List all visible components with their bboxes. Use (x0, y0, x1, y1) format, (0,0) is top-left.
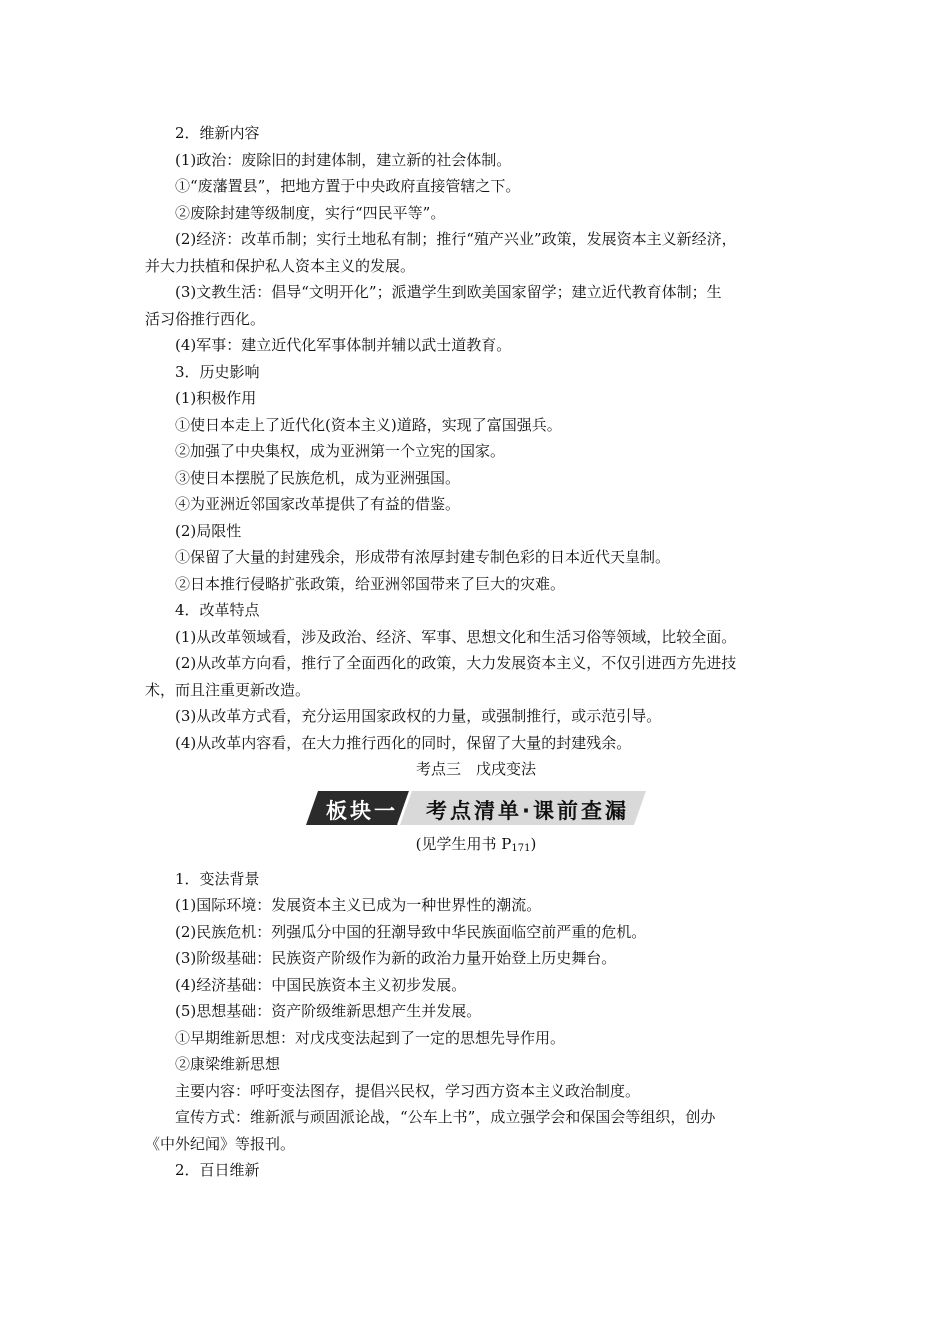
paragraph: ③使日本摆脱了民族危机，成为亚洲强国。 (175, 468, 461, 487)
paragraph-continuation: 《中外纪闻》等报刊。 (145, 1134, 296, 1153)
heading-reform-content: 2．维新内容 (175, 124, 260, 142)
paragraph: (4)从改革内容看，在大力推行西化的同时，保留了大量的封建残余。 (175, 733, 632, 752)
paragraph: ①保留了大量的封建残余，形成带有浓厚封建专制色彩的日本近代天皇制。 (175, 548, 671, 566)
paragraph: ④为亚洲近邻国家改革提供了有益的借鉴。 (175, 495, 461, 513)
paragraph: ①使日本走上了近代化(资本主义)道路，实现了富国强兵。 (175, 415, 562, 434)
banner-label-right: 考点清单·课前查漏 (426, 798, 629, 823)
paragraph-continuation: 术，而且注重更新改造。 (145, 680, 311, 699)
textbook-reference (145, 831, 807, 862)
heading-reform-features: 4．改革特点 (175, 601, 260, 619)
paragraph: ②日本推行侵略扩张政策，给亚洲邻国带来了巨大的灾难。 (175, 574, 566, 593)
reference-prefix: (见学生用书 P (415, 834, 512, 853)
section-title: 考点三 戊戌变法 (415, 760, 536, 778)
paragraph: (3)文教生活：倡导“文明开化”；派遣学生到欧美国家留学；建立近代教育体制；生 (175, 283, 722, 301)
paragraph: ②康梁维新思想 (175, 1055, 281, 1073)
paragraph: (2)民族危机：列强瓜分中国的狂潮导致中华民族面临空前严重的危机。 (175, 922, 647, 941)
paragraph: (3)从改革方式看，充分运用国家政权的力量，或强制推行，或示范引导。 (175, 707, 662, 725)
heading-background: 1．变法背景 (175, 869, 260, 888)
paragraph: ①“废藩置县”，把地方置于中央政府直接管辖之下。 (175, 177, 521, 195)
paragraph: (4)经济基础：中国民族资本主义初步发展。 (175, 975, 467, 994)
paragraph-continuation: 活习俗推行西化。 (145, 309, 266, 328)
paragraph: 主要内容：呼吁变法图存，提倡兴民权，学习西方资本主义政治制度。 (175, 1081, 641, 1100)
paragraph: ②废除封建等级制度，实行“四民平等”。 (175, 203, 446, 222)
paragraph: (2)从改革方向看，推行了全面西化的政策，大力发展资本主义，不仅引进西方先进技 (175, 654, 737, 672)
paragraph: (4)军事：建立近代化军事体制并辅以武士道教育。 (175, 336, 512, 354)
paragraph: ②加强了中央集权，成为亚洲第一个立宪的国家。 (175, 442, 506, 460)
paragraph: (2)经济：改革币制；实行土地私有制；推行“殖产兴业”政策，发展资本主义新经济， (175, 230, 737, 248)
paragraph: (2)局限性 (175, 521, 242, 540)
reference-page-number: 171 (511, 842, 531, 854)
paragraph-continuation: 并大力扶植和保护私人资本主义的发展。 (145, 256, 416, 275)
paragraph: (1)积极作用 (175, 389, 257, 407)
paragraph: (1)政治：废除旧的封建体制，建立新的社会体制。 (175, 150, 512, 169)
paragraph: 宣传方式：维新派与顽固派论战，“公车上书”，成立强学会和保国会等组织，创办 (175, 1108, 716, 1126)
heading-historical-impact: 3．历史影响 (175, 362, 260, 381)
paragraph: (5)思想基础：资产阶级维新思想产生并发展。 (175, 1002, 482, 1020)
reference-suffix: ) (530, 834, 537, 853)
section-banner (306, 789, 646, 827)
paragraph: (3)阶级基础：民族资产阶级作为新的政治力量开始登上历史舞台。 (175, 949, 617, 967)
paragraph: (1)从改革领域看，涉及政治、经济、军事、思想文化和生活习俗等领域，比较全面。 (175, 627, 737, 646)
banner-label-left: 板块一 (326, 798, 398, 823)
document-body (145, 120, 807, 1184)
heading-hundred-days-reform: 2．百日维新 (175, 1161, 260, 1179)
paragraph: (1)国际环境：发展资本主义已成为一种世界性的潮流。 (175, 896, 542, 914)
paragraph: ①早期维新思想：对戊戌变法起到了一定的思想先导作用。 (175, 1028, 566, 1047)
